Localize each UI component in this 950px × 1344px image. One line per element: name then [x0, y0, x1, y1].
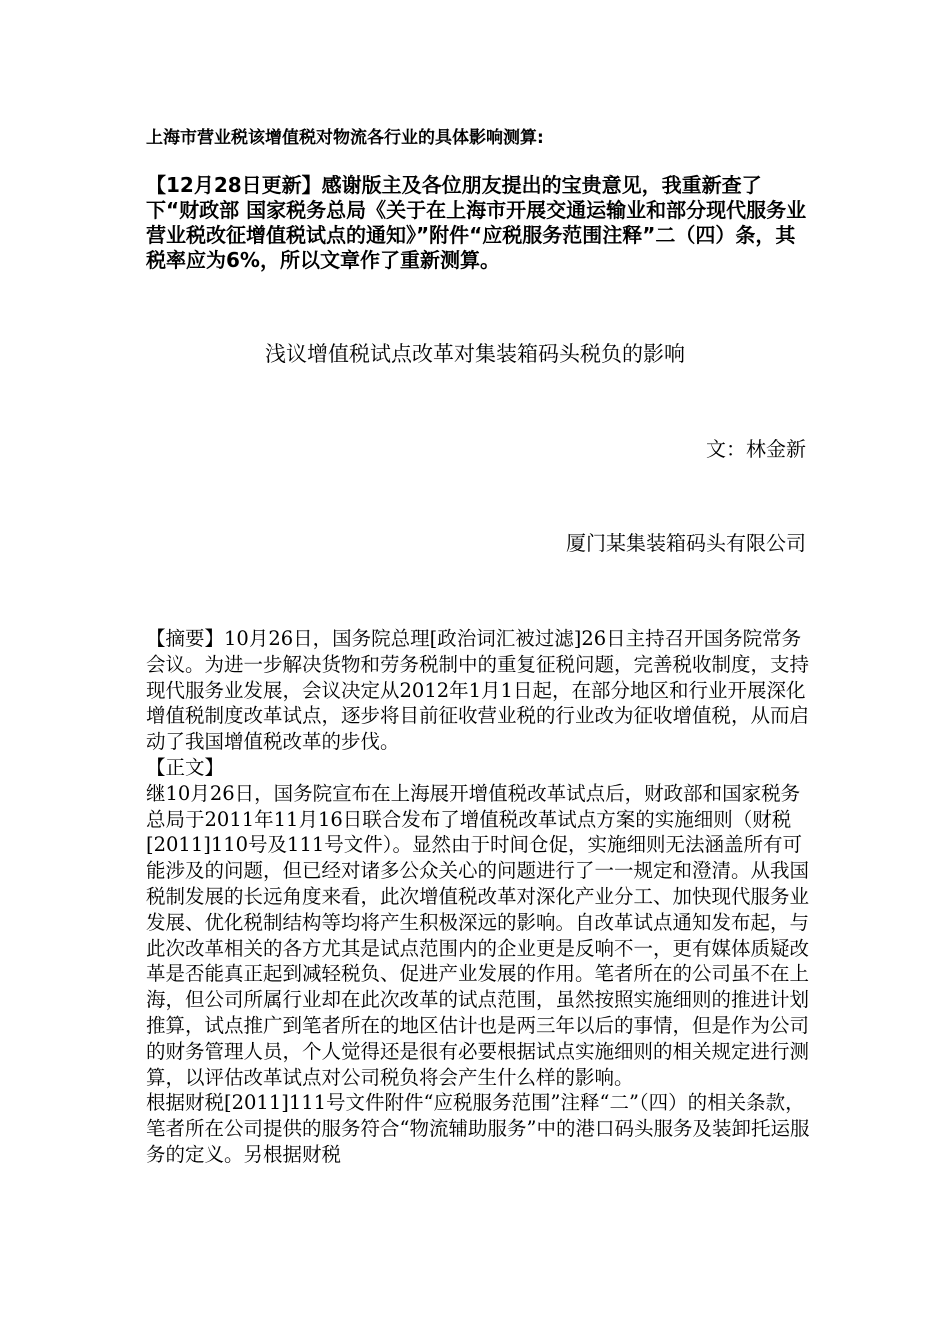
author-company: 厦门某集装箱码头有限公司: [566, 531, 806, 555]
body-label: 【正文】: [146, 755, 225, 779]
article-body: [146, 626, 810, 1168]
body-paragraph-1: 继10月26日，国务院宣布在上海展开增值税改革试点后，财政部和国家税务总局于2011年11月16日联合发布了增值税改革试点方案的实施细则（财税[2011]110号及111号文件）。显然由于时间仓促，实施细则无法涵盖所有可能涉及的问题，但已经对诸多公众关心的问题进行了一一规定和澄清。从我国税制发展的长远角度来看，此次增值税改革对深化产业分工、加快现代服务业发展、优化税制结构等均将产生积极深远的影响。自改革试点通知发布起，与此次改革相关的各方尤其是试点范围内的企业更是反响不一，更有媒体质疑改革是否能真正起到减轻税负、促进产业发展的作用。笔者所在的公司虽不在上海，但公司所属行业却在此次改革的试点范围，虽然按照实施细则的推进计划推算，试点推广到笔者所在的地区估计也是两三年以后的事情，但是作为公司的财务管理人员，个人觉得还是很有必要根据试点实施细则的相关规定进行测算，以评估改革试点对公司税负将会产生什么样的影响。: [146, 781, 810, 1089]
document-heading: 上海市营业税该增值税对物流各行业的具体影响测算:: [146, 128, 544, 148]
article-author: 文：林金新: [706, 437, 806, 461]
article-title: 浅议增值税试点改革对集装箱码头税负的影响: [265, 342, 685, 366]
abstract-paragraph: 【摘要】10月26日，国务院总理[政治词汇被过滤]26日主持召开国务院常务会议。为进一步解决货物和劳务税制中的重复征税问题，完善税收制度，支持现代服务业发展，会议决定从2012年1月1日起，在部分地区和行业开展深化增值税制度改革试点，逐步将目前征收营业税的行业改为征收增值税，从而启动了我国增值税改革的步伐。: [146, 627, 810, 754]
update-note: 【12月28日更新】感谢版主及各位朋友提出的宝贵意见，我重新查了下“财政部 国家税务总局《关于在上海市开展交通运输业和部分现代服务业营业税改征增值税试点的通知》”附件“应税服务范围注释”二（四）条，其税率应为6%，所以文章作了重新测算。: [146, 173, 807, 272]
body-paragraph-2: 根据财税[2011]111号文件附件“应税服务范围”注释“二”（四）的相关条款，笔者所在公司提供的服务符合“物流辅助服务”中的港口码头服务及装卸托运服务的定义。另根据财税: [146, 1091, 810, 1166]
